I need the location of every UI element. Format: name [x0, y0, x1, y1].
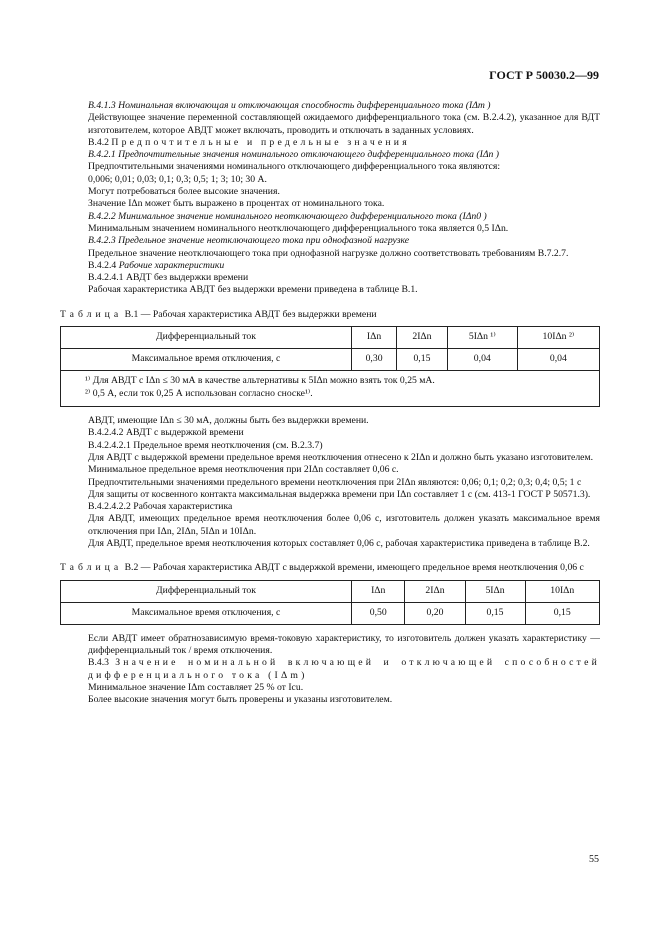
section-b421-text1: Предпочтительными значениями номинального отключающего дифференциального тока являются: [88, 161, 501, 173]
section-b421-text2: Могут потребоваться более высокие значения. [88, 186, 280, 198]
section-b42-heading [88, 137, 600, 149]
table2-header-cell: 5IΔn [465, 580, 525, 602]
section-b421-text3: Значение IΔn может быть выражено в процентах от номинального тока. [88, 198, 385, 210]
table1-header-cell: 2IΔn [397, 327, 448, 349]
table2-header-cell: 10IΔn [525, 580, 599, 602]
section-b424-heading [88, 260, 600, 272]
section-b422-text: Минимальным значением номинального неотключающего дифференциального тока является 0,5 IΔn. [88, 222, 509, 234]
after-table1-t5: Минимальное предельное время неотключения при 2IΔn составляет 0,06 с. [88, 464, 399, 476]
spacer [88, 625, 600, 633]
table2-header-cell: 2IΔn [405, 580, 465, 602]
table1-note2: ²⁾ 0,5 А, если ток 0,25 А использован согласно сноске¹⁾. [85, 387, 313, 399]
after-table1-t7: Для защиты от косвенного контакта максимальная выдержка времени при IΔn составляет 1 с (см. 413-1 ГОСТ Р 50571.3). [88, 488, 591, 500]
document-header: ГОСТ Р 50030.2—99 [489, 68, 599, 82]
table1-cell: 0,30 [352, 349, 397, 371]
table1-data-row [61, 349, 600, 371]
section-b42-title: Предпочтительные и предельные значения [111, 136, 410, 148]
after-table1-t2: В.4.2.4.2 АВДТ с выдержкой времени [88, 427, 244, 439]
table2-data-row [61, 602, 600, 624]
table2 [60, 580, 600, 625]
section-b413-title: В.4.1.3 Номинальная включающая и отключающая способность дифференциального тока (IΔm ) [88, 100, 491, 111]
table1-cell: 0,04 [517, 349, 599, 371]
after-table1-t10: Для АВДТ, предельное время неотключения которых составляет 0,06 с, рабочая характеристика приведена в таблице В.2. [88, 538, 590, 550]
table1-caption-label: Таблица [60, 308, 123, 320]
table1-notes [61, 371, 600, 407]
table1-header-cell: IΔn [352, 327, 397, 349]
table1-note1: ¹⁾ Для АВДТ с IΔn ≤ 30 мА в качестве альтернативы к 5IΔn можно взять ток 0,25 мА. [85, 375, 435, 387]
table2-cell: Максимальное время отключения, с [61, 602, 352, 624]
table2-cell: 0,15 [525, 602, 599, 624]
table2-header-cell: IΔn [352, 580, 405, 602]
section-b421-title: В.4.2.1 Предпочтительные значения номинального отключающего дифференциального тока (IΔn ) [88, 149, 500, 161]
closing-c2-num: В.4.3 [88, 657, 109, 669]
closing-c2-heading [88, 657, 600, 682]
after-table1-t4: Для АВДТ с выдержкой времени предельное время неотключения отнесено к 2IΔn и должно быть указано изготовителем. [88, 451, 594, 463]
table1-caption-text: В.1 — Рабочая характеристика АВДТ без выдержки времени [124, 308, 377, 320]
table2-cell: 0,50 [352, 602, 405, 624]
table1-header-cell: 5IΔn ¹⁾ [447, 327, 517, 349]
table2-cell: 0,15 [465, 602, 525, 624]
section-b422-title: В.4.2.2 Минимальное значение номинального неотключающего дифференциального тока (IΔn0 ) [88, 210, 487, 222]
closing-c4: Более высокие значения могут быть проверены и указаны изготовителем. [88, 694, 393, 706]
section-b424-title: Рабочие характеристики [118, 259, 225, 271]
closing-c1: Если АВДТ имеет обратнозависимую время-токовую характеристику, то изготовитель должен указать характеристику — дифференциальный ток / время отключения. [88, 632, 600, 656]
closing-c3: Минимальное значение IΔm составляет 25 % от Icu. [88, 681, 304, 693]
section-b4241-title: В.4.2.4.1 АВДТ без выдержки времени [88, 272, 249, 284]
section-b423-title: В.4.2.3 Предельное значение неотключающего тока при однофазной нагрузке [88, 235, 410, 247]
table2-cell: 0,20 [405, 602, 465, 624]
section-b413-text: Действующее значение переменной составляющей ожидаемого дифференциального тока (см. В.2.4.2), указанное для ВДТ изготовителем, которое АВДТ может включать, проводить и отключать в заданных условиях. [88, 112, 600, 136]
table1-header-row [61, 327, 600, 349]
document-body [60, 100, 601, 706]
table2-header-cell: Дифференциальный ток [61, 580, 352, 602]
table1 [60, 326, 600, 407]
section-b42-num: В.4.2 [88, 136, 109, 148]
after-table1-t9: Для АВДТ, имеющих предельное время неотключения более 0,06 с, изготовитель должен указать максимальное время отключения при IΔn, 2IΔn, 5IΔn и 10IΔn. [88, 513, 600, 537]
table1-cell: Максимальное время отключения, с [61, 349, 352, 371]
page-number: 55 [589, 854, 599, 865]
table1-header-cell: Дифференциальный ток [61, 327, 352, 349]
table2-caption-label: Таблица [60, 562, 123, 574]
section-b424-num: В.4.2.4 [88, 259, 117, 271]
section-b4241-text: Рабочая характеристика АВДТ без выдержки времени приведена в таблице В.1. [88, 284, 418, 296]
section-b421-values: 0,006; 0,01; 0,03; 0,1; 0,3; 0,5; 1; 3; 10; 30 А. [88, 173, 267, 185]
after-table1-t8: В.4.2.4.2.2 Рабочая характеристика [88, 501, 233, 513]
after-table1-t1: АВДТ, имеющие IΔn ≤ 30 мА, должны быть без выдержки времени. [88, 415, 369, 427]
table2-header-row [61, 580, 600, 602]
after-table1-t6: Предпочтительными значениями предельного времени неотключения при 2IΔn являются: 0,06; 0,1; 0,2; 0,3; 0,4; 0,5; 1 с [88, 476, 582, 488]
spacer [88, 407, 600, 415]
closing-c2-title: Значение номинальной включающей и отключающей способностей дифференциального тока (IΔm) [88, 657, 601, 681]
table2-caption-text: В.2 — Рабочая характеристика АВДТ с выдержкой времени, имеющего предельное время неотключения 0,06 с [124, 562, 584, 574]
table1-notes-row [61, 371, 600, 407]
table1-cell: 0,15 [397, 349, 448, 371]
table1-header-cell: 10IΔn ²⁾ [517, 327, 599, 349]
table1-caption [60, 309, 600, 321]
section-b423-text: Предельное значение неотключающего тока при однофазной нагрузке должно соответствовать требованиям В.7.2.7. [88, 247, 569, 259]
table2-caption [60, 562, 600, 574]
table1-cell: 0,04 [447, 349, 517, 371]
after-table1-t3: В.4.2.4.2.1 Предельное время неотключения (см. В.2.3.7) [88, 439, 323, 451]
